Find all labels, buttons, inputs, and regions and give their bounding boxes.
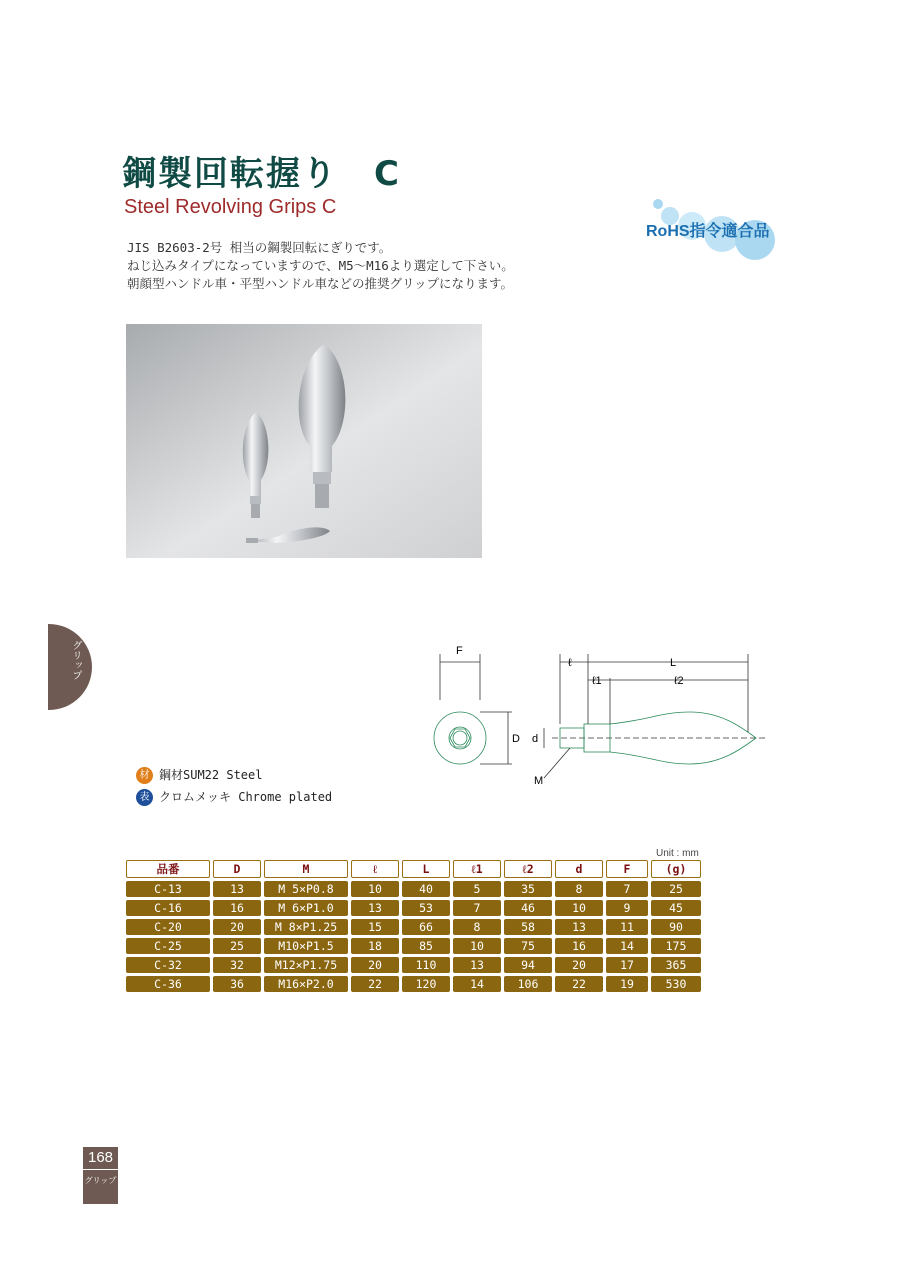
unit-label: Unit : mm: [656, 848, 699, 859]
dim-l2-label: ℓ2: [674, 675, 684, 687]
table-cell: C-32: [126, 957, 210, 973]
page-subtitle: Steel Revolving Grips C: [124, 196, 337, 218]
table-cell: 25: [651, 881, 701, 897]
table-cell: 58: [504, 919, 552, 935]
dim-M-label: M: [534, 775, 544, 787]
table-cell: 106: [504, 976, 552, 992]
description-line-2: ねじ込みタイプになっていますので、M5～M16より選定して下さい。: [127, 258, 514, 273]
table-row: [126, 900, 701, 916]
table-cell: 36: [213, 976, 261, 992]
page-section: グリップ: [84, 1176, 117, 1185]
table-cell: 530: [651, 976, 701, 992]
dimension-drawing: [420, 640, 780, 800]
table-cell: 25: [213, 938, 261, 954]
table-row: [126, 976, 701, 992]
table-cell: M12×P1.75: [264, 957, 348, 973]
table-cell: C-20: [126, 919, 210, 935]
table-cell: 365: [651, 957, 701, 973]
page-number-box: [83, 1147, 118, 1204]
table-cell: 10: [453, 938, 501, 954]
table-cell: 13: [213, 881, 261, 897]
table-cell: M10×P1.5: [264, 938, 348, 954]
divider: [83, 1169, 118, 1170]
table-cell: 40: [402, 881, 450, 897]
table-cell: 66: [402, 919, 450, 935]
table-cell: 15: [351, 919, 399, 935]
description-line-1: JIS B2603-2号 相当の鋼製回転にぎりです。: [127, 240, 392, 255]
rohs-label: RoHS指令適合品: [646, 223, 770, 240]
table-cell: 120: [402, 976, 450, 992]
table-cell: 8: [555, 881, 603, 897]
dim-L-label: L: [670, 657, 677, 669]
product-photo: [126, 324, 482, 558]
table-cell: M 6×P1.0: [264, 900, 348, 916]
column-header: ℓ2: [504, 860, 552, 878]
finish-spec: [136, 788, 332, 806]
table-cell: 94: [504, 957, 552, 973]
table-cell: 10: [351, 881, 399, 897]
table-cell: M 5×P0.8: [264, 881, 348, 897]
column-header: M: [264, 860, 348, 878]
table-cell: C-16: [126, 900, 210, 916]
table-cell: 13: [453, 957, 501, 973]
finish-badge: 表: [136, 789, 153, 806]
table-row: [126, 881, 701, 897]
table-cell: 46: [504, 900, 552, 916]
column-header: 品番: [126, 860, 210, 878]
table-cell: 13: [555, 919, 603, 935]
table-cell: 22: [555, 976, 603, 992]
table-cell: 10: [555, 900, 603, 916]
description-line-3: 朝顔型ハンドル車・平型ハンドル車などの推奨グリップになります。: [127, 276, 514, 291]
column-header: ℓ1: [453, 860, 501, 878]
table-cell: 17: [606, 957, 648, 973]
table-cell: 45: [651, 900, 701, 916]
section-tab-label: グリップ: [70, 640, 81, 680]
table-cell: C-36: [126, 976, 210, 992]
dim-D-label: D: [512, 733, 520, 745]
table-cell: C-13: [126, 881, 210, 897]
dim-d-label: d: [532, 733, 539, 745]
column-header: ℓ: [351, 860, 399, 878]
page-number: 168: [87, 1149, 114, 1166]
table-cell: 14: [606, 938, 648, 954]
table-cell: 75: [504, 938, 552, 954]
table-cell: 22: [351, 976, 399, 992]
material-badge: 材: [136, 767, 153, 784]
spec-table: [123, 857, 704, 995]
table-cell: 85: [402, 938, 450, 954]
table-cell: 13: [351, 900, 399, 916]
table-cell: 32: [213, 957, 261, 973]
table-cell: C-25: [126, 938, 210, 954]
finish-text: クロムメッキ Chrome plated: [159, 790, 333, 804]
table-cell: 7: [606, 881, 648, 897]
table-cell: 8: [453, 919, 501, 935]
table-row: [126, 938, 701, 954]
table-cell: 90: [651, 919, 701, 935]
section-tab[interactable]: [48, 624, 92, 710]
table-cell: M16×P2.0: [264, 976, 348, 992]
table-cell: 7: [453, 900, 501, 916]
column-header: d: [555, 860, 603, 878]
column-header: D: [213, 860, 261, 878]
table-cell: 35: [504, 881, 552, 897]
column-header: L: [402, 860, 450, 878]
dim-F-label: F: [456, 645, 463, 657]
table-row: [126, 919, 701, 935]
table-cell: 16: [213, 900, 261, 916]
table-cell: 14: [453, 976, 501, 992]
rohs-badge: [640, 196, 780, 266]
table-row: [126, 957, 701, 973]
table-cell: 19: [606, 976, 648, 992]
table-cell: 11: [606, 919, 648, 935]
table-header-row: [126, 860, 701, 878]
table-cell: 20: [351, 957, 399, 973]
table-cell: 9: [606, 900, 648, 916]
table-cell: 16: [555, 938, 603, 954]
table-cell: 175: [651, 938, 701, 954]
table-cell: M 8×P1.25: [264, 919, 348, 935]
column-header: (g): [651, 860, 701, 878]
table-cell: 18: [351, 938, 399, 954]
page-title: 鋼製回転握り C: [122, 154, 401, 194]
dim-l-label: ℓ: [568, 657, 572, 669]
table-cell: 110: [402, 957, 450, 973]
table-cell: 53: [402, 900, 450, 916]
material-spec: [136, 766, 262, 784]
material-text: 鋼材SUM22 Steel: [159, 768, 263, 782]
table-cell: 5: [453, 881, 501, 897]
table-cell: 20: [555, 957, 603, 973]
dim-l1-label: ℓ1: [592, 675, 602, 687]
table-cell: 20: [213, 919, 261, 935]
column-header: F: [606, 860, 648, 878]
